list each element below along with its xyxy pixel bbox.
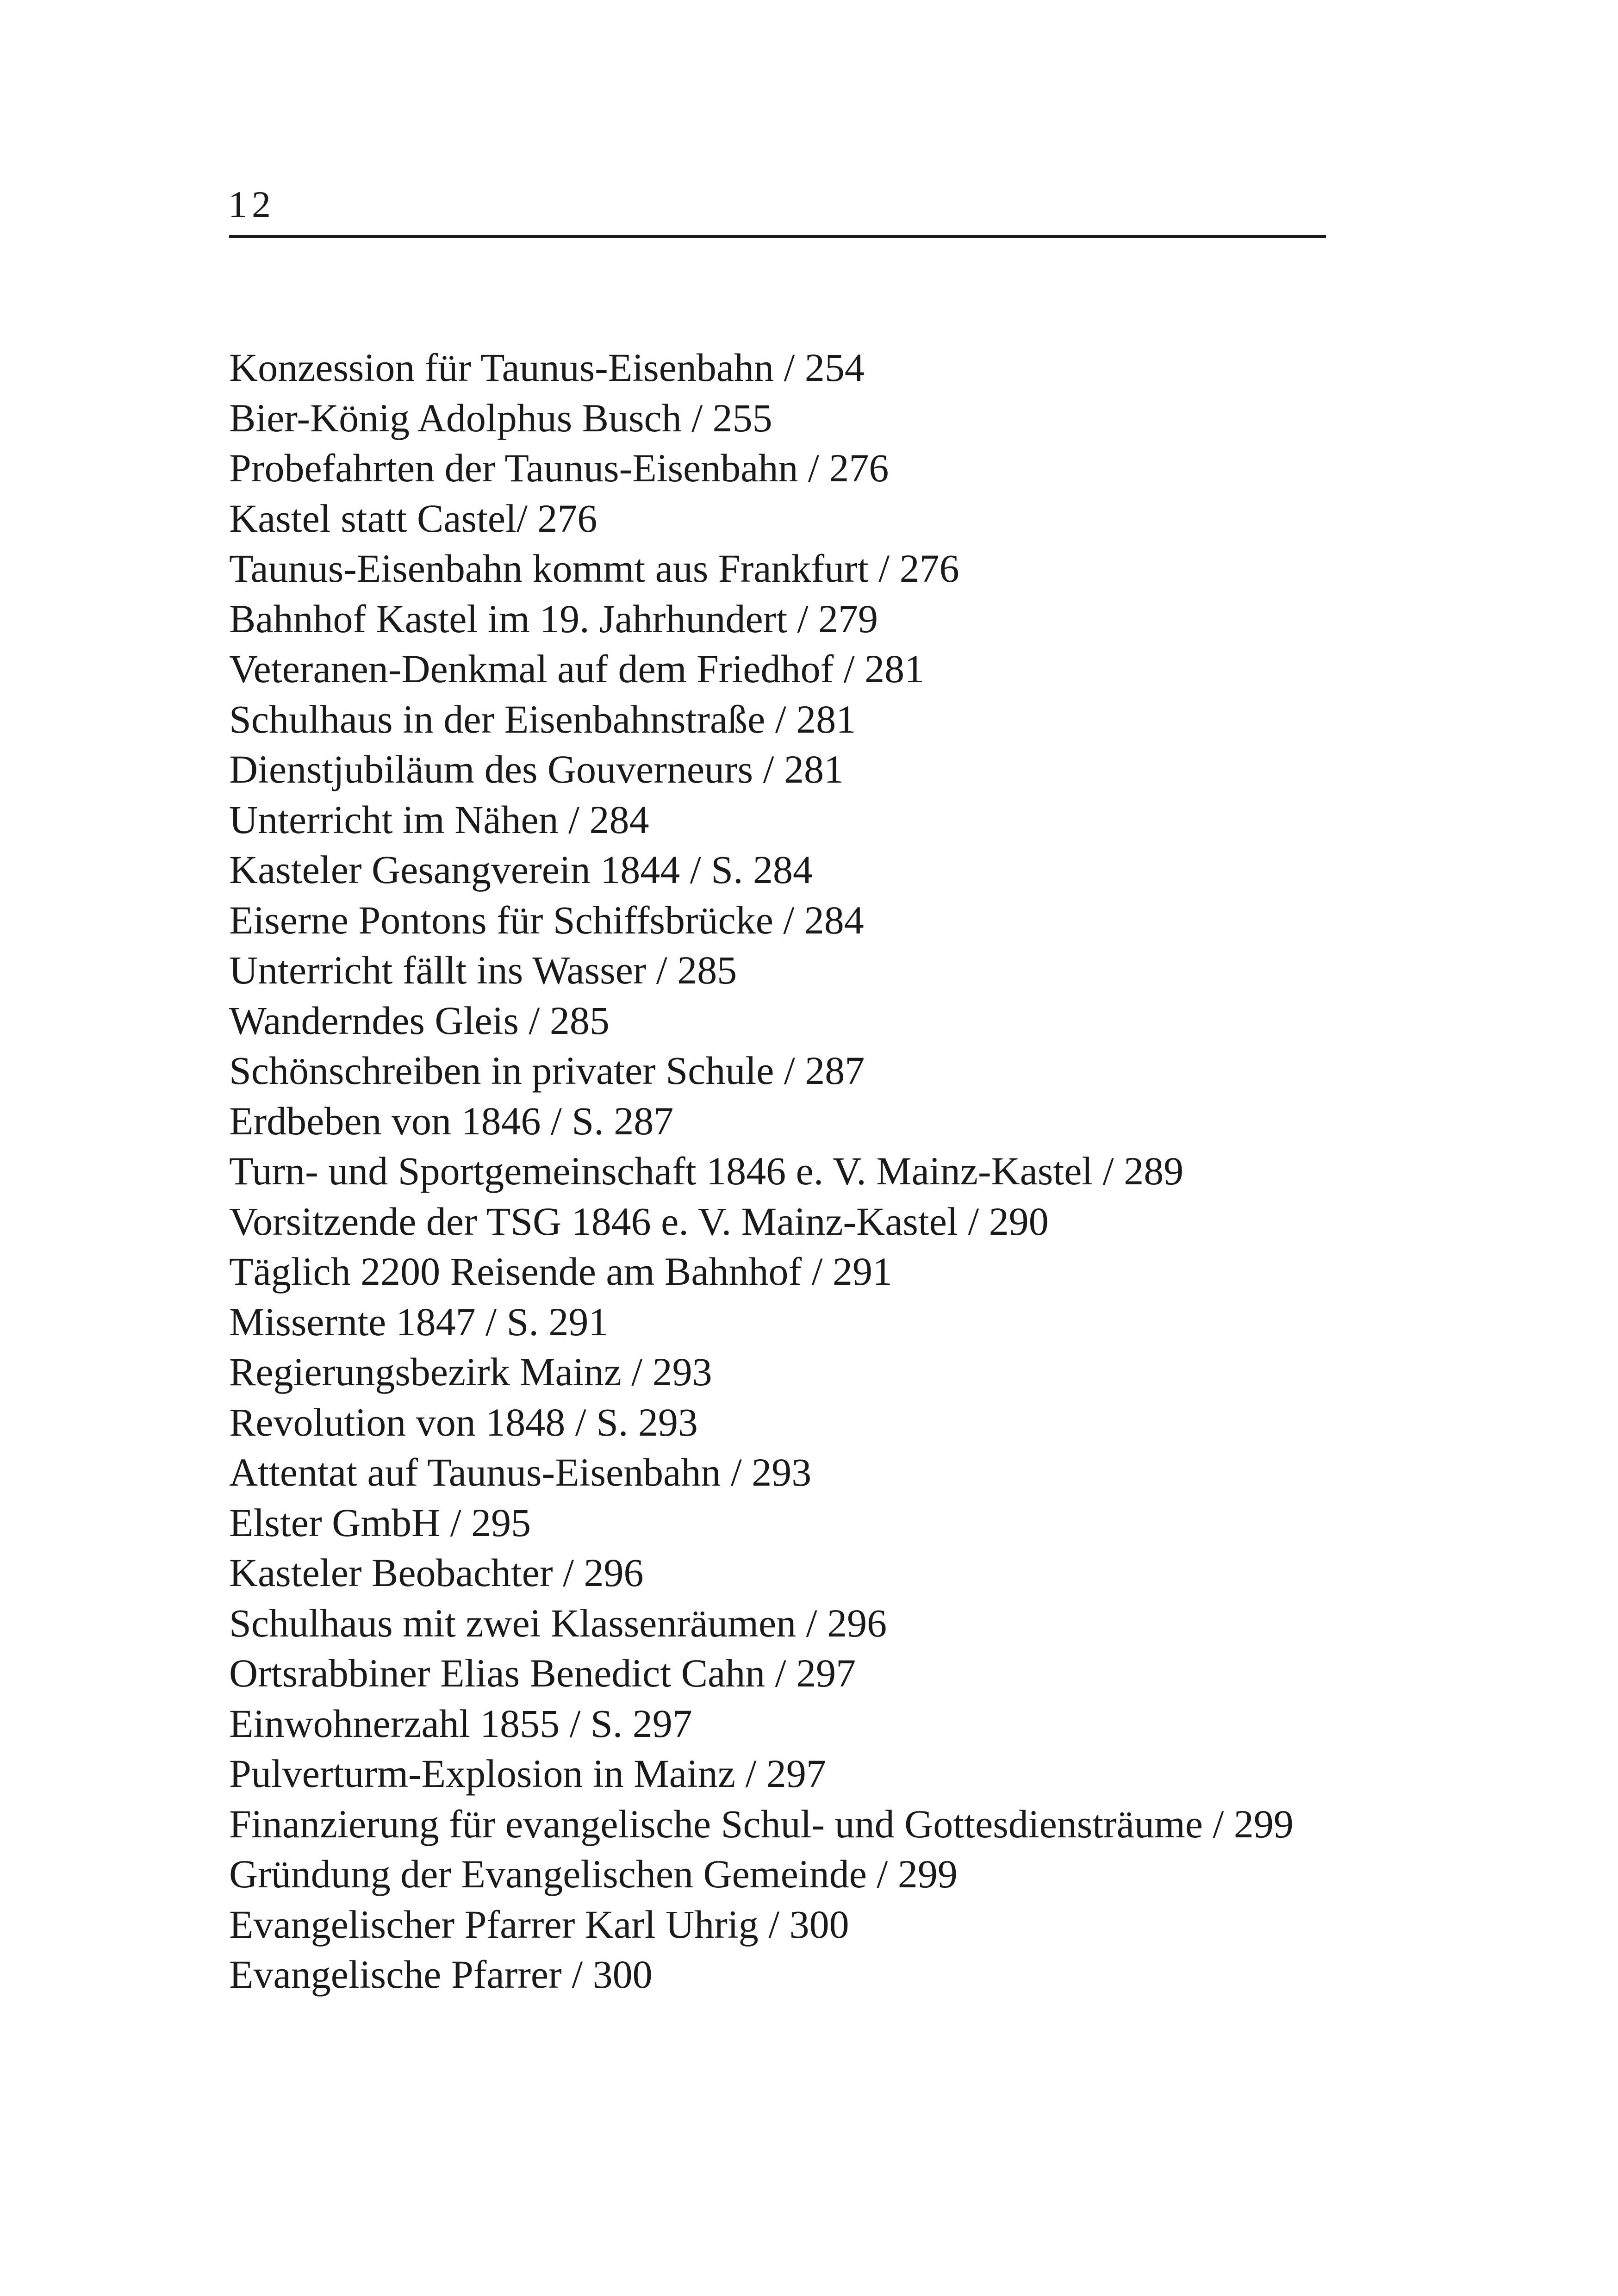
toc-entry: Turn- und Sportgemeinschaft 1846 e. V. Mainz-Kastel / 289	[229, 1149, 1184, 1193]
toc-entry: Pulverturm-Explosion in Mainz / 297	[229, 1751, 826, 1796]
toc-entry: Bahnhof Kastel im 19. Jahrhundert / 279	[229, 596, 878, 641]
toc-entry: Erdbeben von 1846 / S. 287	[229, 1098, 674, 1143]
toc-entry: Evangelischer Pfarrer Karl Uhrig / 300	[229, 1902, 849, 1947]
header-rule	[229, 235, 1326, 238]
toc-entry: Kasteler Gesangverein 1844 / S. 284	[229, 847, 813, 892]
toc-entry: Eiserne Pontons für Schiffsbrücke / 284	[229, 897, 864, 942]
toc-entry: Taunus-Eisenbahn kommt aus Frankfurt / 276	[229, 546, 959, 591]
toc-entry: Schönschreiben in privater Schule / 287	[229, 1048, 865, 1093]
toc-entry: Einwohnerzahl 1855 / S. 297	[229, 1701, 692, 1746]
toc-entry: Revolution von 1848 / S. 293	[229, 1400, 698, 1444]
toc-entry: Bier-König Adolphus Busch / 255	[229, 395, 772, 440]
toc-entry: Elster GmbH / 295	[229, 1500, 531, 1545]
toc-entry: Ortsrabbiner Elias Benedict Cahn / 297	[229, 1651, 856, 1695]
toc-entry: Kastel statt Castel/ 276	[229, 496, 597, 541]
toc-entry: Veteranen-Denkmal auf dem Friedhof / 281	[229, 647, 925, 691]
toc-entry: Evangelische Pfarrer / 300	[229, 1952, 653, 1997]
toc-entry: Täglich 2200 Reisende am Bahnhof / 291	[229, 1249, 893, 1294]
toc-entry: Konzession für Taunus-Eisenbahn / 254	[229, 345, 865, 390]
toc-entry: Dienstjubiläum des Gouverneurs / 281	[229, 747, 844, 791]
toc-entry: Attentat auf Taunus-Eisenbahn / 293	[229, 1450, 812, 1494]
toc-entry: Kasteler Beobachter / 296	[229, 1550, 644, 1595]
toc-entry: Gründung der Evangelischen Gemeinde / 299	[229, 1852, 958, 1896]
toc-entry: Vorsitzende der TSG 1846 e. V. Mainz-Kastel / 290	[229, 1199, 1049, 1244]
toc-entry: Finanzierung für evangelische Schul- und Gottesdiensträume / 299	[229, 1801, 1294, 1846]
toc-entry: Schulhaus in der Eisenbahnstraße / 281	[229, 697, 856, 741]
toc-entry: Unterricht im Nähen / 284	[229, 797, 649, 842]
toc-entry: Wanderndes Gleis / 285	[229, 998, 610, 1043]
toc-entry: Probefahrten der Taunus-Eisenbahn / 276	[229, 446, 889, 490]
toc-entry: Schulhaus mit zwei Klassenräumen / 296	[229, 1600, 887, 1645]
toc-entry: Regierungsbezirk Mainz / 293	[229, 1350, 712, 1394]
toc-entry: Unterricht fällt ins Wasser / 285	[229, 948, 737, 992]
table-of-contents	[229, 342, 1331, 2000]
toc-entry: Missernte 1847 / S. 291	[229, 1299, 609, 1344]
page-number: 12	[228, 183, 275, 225]
